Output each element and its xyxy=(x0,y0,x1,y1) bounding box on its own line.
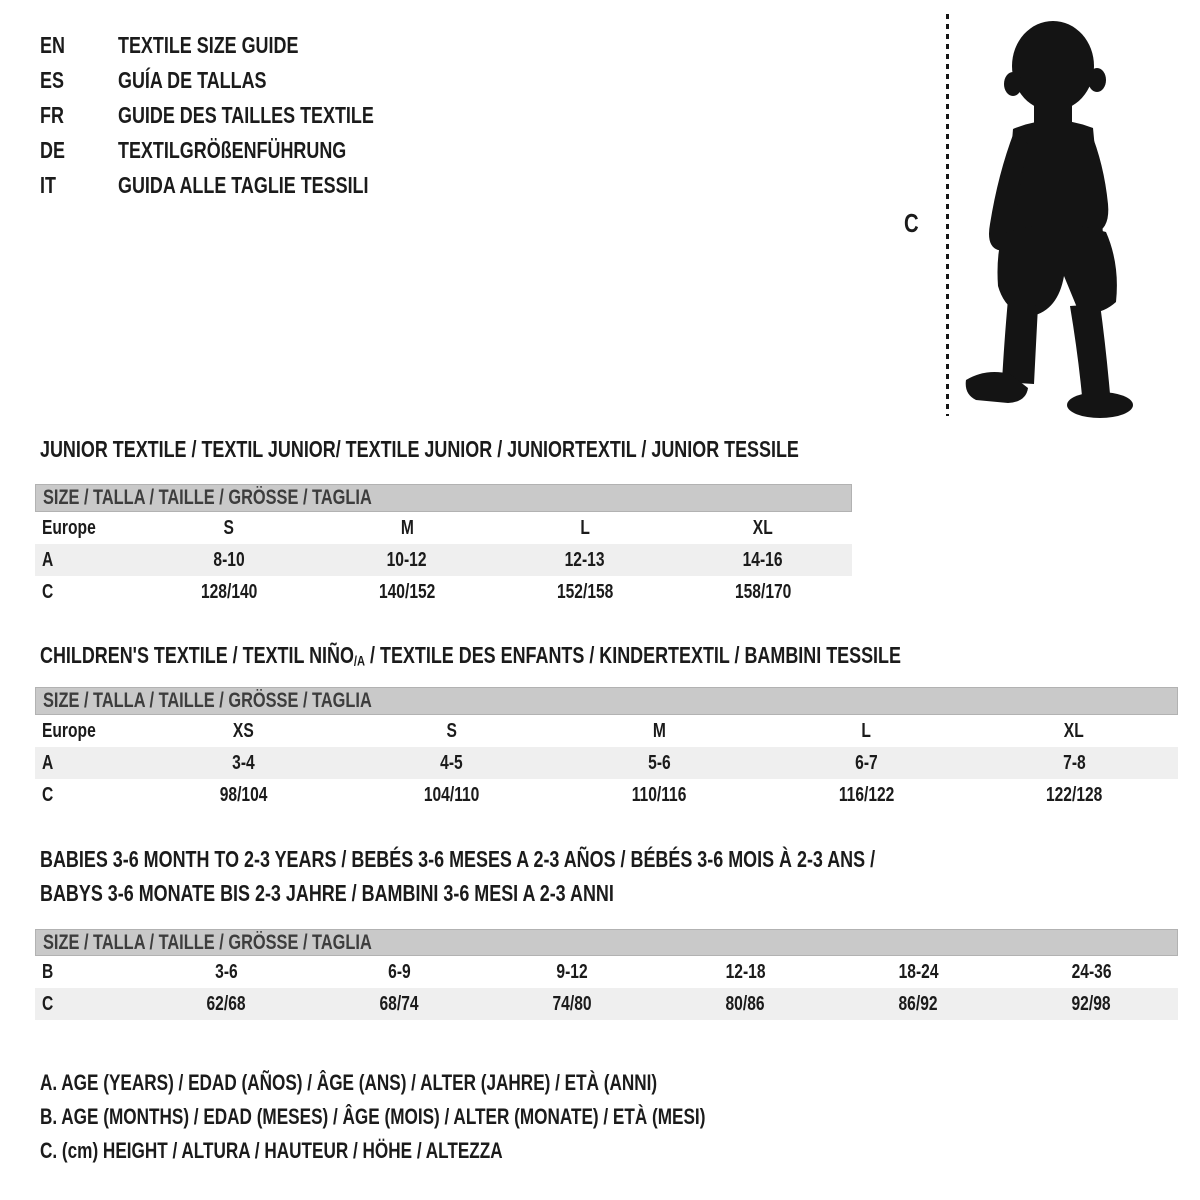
babies-months-cell: 24-36 xyxy=(1071,960,1112,983)
guide-title-fr: GUIDE DES TAILLES TEXTILE xyxy=(118,102,374,128)
babies-height-row xyxy=(35,988,1178,1020)
children-height-cell: 122/128 xyxy=(1045,783,1103,806)
junior-height-cell: 152/158 xyxy=(556,580,614,603)
guide-title-es: GUÍA DE TALLAS xyxy=(118,67,267,93)
children-height-cell: 116/122 xyxy=(838,783,895,806)
junior-size-m: M xyxy=(400,516,414,539)
row-label-a: A xyxy=(42,548,54,571)
language-title-list xyxy=(40,28,446,203)
children-age-cell: 3-4 xyxy=(232,751,256,774)
children-size-xl: XL xyxy=(1064,719,1085,742)
junior-europe-row xyxy=(35,512,852,544)
children-size-l: L xyxy=(861,719,872,742)
babies-size-header-bar xyxy=(35,929,1178,956)
measurement-legend xyxy=(40,1066,893,1168)
children-section-heading xyxy=(40,638,901,679)
children-age-cell: 5-6 xyxy=(647,751,671,774)
babies-height-cell: 68/74 xyxy=(379,992,420,1015)
children-size-xs: XS xyxy=(233,719,255,742)
junior-age-row xyxy=(35,544,852,576)
junior-section-heading: JUNIOR TEXTILE / TEXTIL JUNIOR/ TEXTILE JUNIOR / JUNIORTEXTIL / JUNIOR TESSILE xyxy=(40,436,799,462)
language-row-de xyxy=(40,133,446,168)
babies-height-cell: 86/92 xyxy=(898,992,939,1015)
row-label-europe: Europe xyxy=(42,516,96,539)
babies-height-cell: 80/86 xyxy=(725,992,766,1015)
language-row-it xyxy=(40,168,446,203)
row-label-c: C xyxy=(42,992,54,1015)
height-measure-dashed-line xyxy=(946,14,949,416)
babies-months-row xyxy=(35,956,1178,988)
language-code: FR xyxy=(40,102,64,128)
junior-age-cell: 12-13 xyxy=(565,548,605,571)
babies-height-cell: 62/68 xyxy=(206,992,247,1015)
babies-section-heading-line1: BABIES 3-6 MONTH TO 2-3 YEARS / BEBÉS 3-6 MESES A 2-3 AÑOS / BÉBÉS 3-6 MOIS À 2-3 ANS / xyxy=(40,846,876,872)
junior-size-l: L xyxy=(580,516,590,539)
children-age-row xyxy=(35,747,1178,779)
guide-title-it: GUIDA ALLE TAGLIE TESSILI xyxy=(118,172,369,198)
language-code: DE xyxy=(40,137,65,163)
language-code: EN xyxy=(40,32,65,58)
children-size-header-bar xyxy=(35,687,1178,715)
junior-size-s: S xyxy=(223,516,235,539)
toddler-silhouette-icon xyxy=(958,14,1142,424)
language-row-fr xyxy=(40,98,446,133)
junior-size-header-label: SIZE / TALLA / TAILLE / GRÖSSE / TAGLIA xyxy=(43,486,372,509)
guide-title-en: TEXTILE SIZE GUIDE xyxy=(118,32,299,58)
babies-months-cell: 9-12 xyxy=(556,960,589,983)
children-heading-post: / TEXTILE DES ENFANTS / KINDERTEXTIL / BAMBINI TESSILE xyxy=(365,642,901,668)
language-code: ES xyxy=(40,67,64,93)
children-height-cell: 98/104 xyxy=(219,783,268,806)
language-code: IT xyxy=(40,172,56,198)
children-height-cell: 104/110 xyxy=(423,783,480,806)
junior-height-row xyxy=(35,576,852,608)
language-row-es xyxy=(40,63,446,98)
babies-months-cell: 18-24 xyxy=(898,960,939,983)
row-label-europe: Europe xyxy=(42,719,96,742)
junior-size-header-bar xyxy=(35,484,852,512)
children-heading-pre: CHILDREN'S TEXTILE / TEXTIL NIÑO xyxy=(40,642,354,668)
legend-height-cm: C. (cm) HEIGHT / ALTURA / HAUTEUR / HÖHE / ALTEZZA xyxy=(40,1138,503,1163)
children-age-cell: 4-5 xyxy=(440,751,463,774)
guide-title-de: TEXTILGRÖßENFÜHRUNG xyxy=(118,137,347,163)
height-measure-label: C xyxy=(904,208,919,238)
children-size-s: S xyxy=(446,719,457,742)
babies-section-heading-line2: BABYS 3-6 MONATE BIS 2-3 JAHRE / BAMBINI 3-6 MESI A 2-3 ANNI xyxy=(40,880,614,906)
children-europe-row xyxy=(35,715,1178,747)
row-label-c: C xyxy=(42,783,54,806)
children-heading-sub: /A xyxy=(353,653,366,670)
babies-size-header-label: SIZE / TALLA / TAILLE / GRÖSSE / TAGLIA xyxy=(43,930,372,954)
children-size-m: M xyxy=(652,719,666,742)
legend-age-years: A. AGE (YEARS) / EDAD (AÑOS) / ÂGE (ANS) / ALTER (JAHRE) / ETÀ (ANNI) xyxy=(40,1070,658,1095)
junior-size-xl: XL xyxy=(753,516,773,539)
junior-age-cell: 14-16 xyxy=(743,548,783,571)
row-label-b: B xyxy=(42,960,54,983)
junior-age-cell: 10-12 xyxy=(387,548,427,571)
legend-age-months: B. AGE (MONTHS) / EDAD (MESES) / ÂGE (MOIS) / ALTER (MONATE) / ETÀ (MESI) xyxy=(40,1104,706,1129)
children-size-header-label: SIZE / TALLA / TAILLE / GRÖSSE / TAGLIA xyxy=(43,689,372,712)
junior-age-cell: 8-10 xyxy=(213,548,245,571)
babies-height-cell: 92/98 xyxy=(1071,992,1112,1015)
babies-height-cell: 74/80 xyxy=(552,992,593,1015)
junior-height-cell: 128/140 xyxy=(200,580,258,603)
junior-height-cell: 140/152 xyxy=(378,580,436,603)
row-label-a: A xyxy=(42,751,54,774)
row-label-c: C xyxy=(42,580,54,603)
children-age-cell: 7-8 xyxy=(1062,751,1086,774)
babies-months-cell: 12-18 xyxy=(725,960,766,983)
language-row-en xyxy=(40,28,446,63)
babies-months-cell: 3-6 xyxy=(215,960,238,983)
children-age-cell: 6-7 xyxy=(855,751,878,774)
children-height-cell: 110/116 xyxy=(631,783,687,806)
children-height-row xyxy=(35,779,1178,811)
babies-months-cell: 6-9 xyxy=(388,960,411,983)
junior-height-cell: 158/170 xyxy=(734,580,792,603)
